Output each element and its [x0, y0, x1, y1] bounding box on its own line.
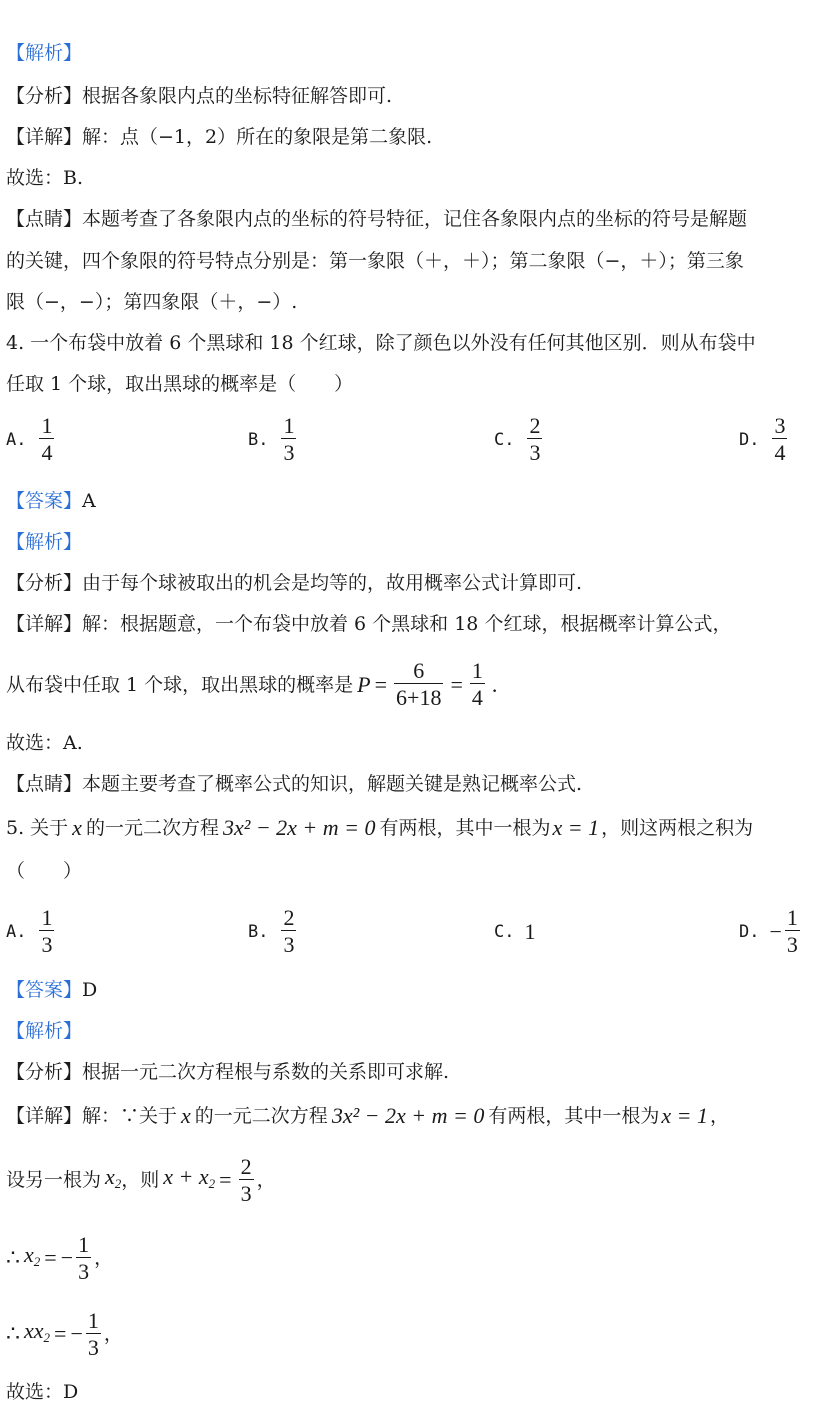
- q5-jiexi-tag: 【解析】: [6, 1020, 83, 1042]
- option-letter: B.: [248, 429, 269, 450]
- option-fraction: [772, 414, 787, 465]
- result-fraction: [470, 659, 485, 710]
- q5-stem-line2: （ ）: [6, 860, 83, 882]
- prob-fraction: [394, 659, 443, 710]
- xiangjie-tag: 【详解】: [6, 613, 83, 635]
- q5-option-a: [6, 906, 57, 957]
- q4-guxuan: 故选：A.: [6, 732, 83, 754]
- xiangjie-pre: 解：∵关于: [82, 1105, 178, 1127]
- q4-stem-line2: 任取 1 个球，取出黑球的概率是（ ）: [6, 373, 354, 395]
- jiexi-tag-3: 【解析】: [6, 42, 83, 64]
- root-value: x = 1: [661, 1103, 709, 1128]
- numerator: 2: [529, 413, 541, 438]
- step2-lhs: $xx_2$: [24, 1317, 51, 1345]
- numerator: 1: [786, 905, 798, 930]
- q5-option-c: [494, 906, 535, 958]
- daan-tag: 【答案】: [6, 979, 83, 1001]
- equals-sign: =: [374, 671, 388, 697]
- var-x2: $x_2$: [105, 1163, 122, 1191]
- numerator: 1: [41, 905, 53, 930]
- dianjing-text: 本题考查了各象限内点的坐标的符号特征，记住各象限内点的坐标的符号是解题: [82, 208, 748, 230]
- option-letter: A.: [6, 921, 27, 942]
- dianjing-tag: 【点睛】: [6, 773, 83, 795]
- equation: 3x² − 2x + m = 0: [331, 1103, 485, 1128]
- q4-jiexi-tag: 【解析】: [6, 531, 83, 553]
- numerator: 2: [240, 1153, 252, 1179]
- q5-step1-line: [6, 1230, 113, 1286]
- prob-symbol: P: [357, 671, 371, 697]
- fenxi-tag: 【分析】: [6, 85, 83, 107]
- option-fraction: [527, 414, 542, 465]
- therefore-symbol: ∴: [6, 1321, 20, 1346]
- numerator: 2: [283, 905, 295, 930]
- step1-lhs: $x_2$: [24, 1241, 41, 1269]
- sum-fraction: [239, 1155, 254, 1206]
- denominator: 4: [41, 440, 53, 465]
- numerator: 1: [78, 1231, 90, 1257]
- option-fraction: [281, 414, 296, 465]
- option-letter: A.: [6, 429, 27, 450]
- xiangjie-tag: 【详解】: [6, 126, 83, 148]
- daan-tag: 【答案】: [6, 490, 83, 512]
- numerator: 1: [41, 413, 53, 438]
- option-letter: C.: [494, 429, 515, 450]
- stem-mid: 的一元二次方程: [85, 817, 219, 839]
- q4-stem-line1: 4. 一个布袋中放着 6 个黑球和 18 个红球，除了颜色以外没有任何其他区别．则从布袋中: [6, 332, 756, 354]
- denominator: 6+18: [396, 685, 442, 710]
- q5-answer-line: [6, 978, 97, 1002]
- comma: ，: [94, 1247, 114, 1269]
- q5-fenxi-line: [6, 1060, 449, 1084]
- option-letter: D.: [739, 429, 760, 450]
- numerator: 1: [87, 1307, 99, 1333]
- option-fraction: [39, 906, 54, 957]
- xiangjie-line-3: [6, 125, 432, 149]
- period: .: [491, 671, 498, 697]
- xiangjie-text: 解：根据题意，一个布袋中放着 6 个黑球和 18 个红球，根据概率计算公式，: [82, 613, 732, 635]
- q4-option-d: [739, 414, 790, 465]
- numerator: 1: [283, 413, 295, 438]
- var-x: x: [181, 1103, 191, 1128]
- stem-pre: 5. 关于: [6, 817, 69, 839]
- step1-fraction: [76, 1233, 91, 1284]
- dianjing-text: 本题主要考查了概率公式的知识，解题关键是熟记概率公式.: [82, 773, 583, 795]
- fenxi-line-3: [6, 84, 392, 108]
- q5-option-d: [739, 906, 803, 957]
- equals-sign: =: [44, 1245, 57, 1270]
- q4-answer-line: [6, 489, 96, 513]
- set-pre: 设另一根为: [6, 1169, 102, 1191]
- denominator: 4: [471, 685, 483, 710]
- stem-tail: ，则这两根之积为: [601, 817, 754, 839]
- xiangjie-tag: 【详解】: [6, 1105, 83, 1127]
- comma: ，: [103, 1323, 123, 1345]
- xiangjie-mid: 的一元二次方程: [194, 1105, 328, 1127]
- denominator: 3: [78, 1258, 90, 1284]
- xiangjie-tail: ，: [710, 1105, 730, 1127]
- q4-option-c: [494, 414, 545, 465]
- option-letter: D.: [739, 921, 760, 942]
- fenxi-tag: 【分析】: [6, 1061, 83, 1083]
- answer-value: D: [82, 979, 98, 1001]
- minus-sign: −: [769, 918, 782, 944]
- equals-sign: =: [54, 1321, 67, 1346]
- option-fraction: [39, 414, 54, 465]
- set-mid: ，则: [121, 1169, 160, 1191]
- option-fraction: [785, 906, 800, 957]
- guxuan-3: 故选：B.: [6, 167, 84, 189]
- option-letter: B.: [248, 921, 269, 942]
- xiangjie-text: 解：点（−1，2）所在的象限是第二象限.: [82, 126, 433, 148]
- q4-xiangjie-line2: [6, 659, 497, 710]
- fenxi-text: 根据一元二次方程根与系数的关系即可求解.: [82, 1061, 450, 1083]
- equals-sign: =: [450, 671, 463, 697]
- step2-fraction: [86, 1309, 101, 1360]
- fenxi-text: 根据各象限内点的坐标特征解答即可.: [82, 85, 393, 107]
- numerator: 3: [774, 413, 786, 438]
- q4-option-b: [248, 414, 299, 465]
- option-letter: C.: [494, 922, 515, 942]
- option-value: 1: [524, 919, 536, 944]
- denominator: 3: [87, 1334, 99, 1360]
- denominator: 3: [283, 932, 295, 957]
- therefore-symbol: ∴: [6, 1245, 20, 1270]
- dianjing-line-3b: 的关键，四个象限的符号特点分别是：第一象限（＋，＋）；第二象限（−，＋）；第三象: [6, 250, 744, 272]
- numerator: 6: [413, 658, 425, 683]
- dianjing-line-3a: [6, 207, 747, 231]
- dianjing-line-3c: 限（−，−）；第四象限（＋，−）.: [6, 291, 298, 313]
- answer-value: A: [82, 490, 96, 512]
- fenxi-tag: 【分析】: [6, 572, 83, 594]
- minus-sign: −: [70, 1321, 83, 1346]
- denominator: 3: [240, 1180, 252, 1206]
- comma: ，: [256, 1169, 276, 1191]
- numerator: 1: [471, 658, 483, 683]
- q5-step2-line: [6, 1306, 123, 1362]
- q5-stem-line1: [6, 816, 753, 840]
- q5-option-b: [248, 906, 299, 957]
- root-value: x = 1: [552, 815, 600, 840]
- denominator: 3: [529, 440, 541, 465]
- equals-sign: =: [219, 1167, 232, 1192]
- denominator: 4: [774, 440, 786, 465]
- stem-post: 有两根，其中一根为: [379, 817, 551, 839]
- denominator: 3: [41, 932, 53, 957]
- q4-option-a: [6, 414, 57, 465]
- q5-xiangjie-line1: [6, 1104, 729, 1128]
- sum-expr: $x + x_2$: [163, 1163, 216, 1191]
- xiangjie-post: 有两根，其中一根为: [488, 1105, 660, 1127]
- q5-set-root-line: [6, 1152, 276, 1208]
- minus-sign: −: [60, 1245, 74, 1270]
- denominator: 3: [283, 440, 295, 465]
- q5-guxuan: 故选：D: [6, 1381, 79, 1403]
- denominator: 3: [786, 932, 798, 957]
- q4-fenxi-line: [6, 571, 582, 595]
- var-x: x: [72, 815, 82, 840]
- q4-dianjing-line: [6, 772, 582, 796]
- equation: 3x² − 2x + m = 0: [222, 815, 376, 840]
- fenxi-text: 由于每个球被取出的机会是均等的，故用概率公式计算即可.: [82, 572, 583, 594]
- dianjing-tag: 【点睛】: [6, 208, 83, 230]
- option-fraction: [281, 906, 296, 957]
- xiangjie-text-pre: 从布袋中任取 1 个球，取出黑球的概率是: [6, 673, 354, 696]
- q4-xiangjie-line1: [6, 612, 731, 636]
